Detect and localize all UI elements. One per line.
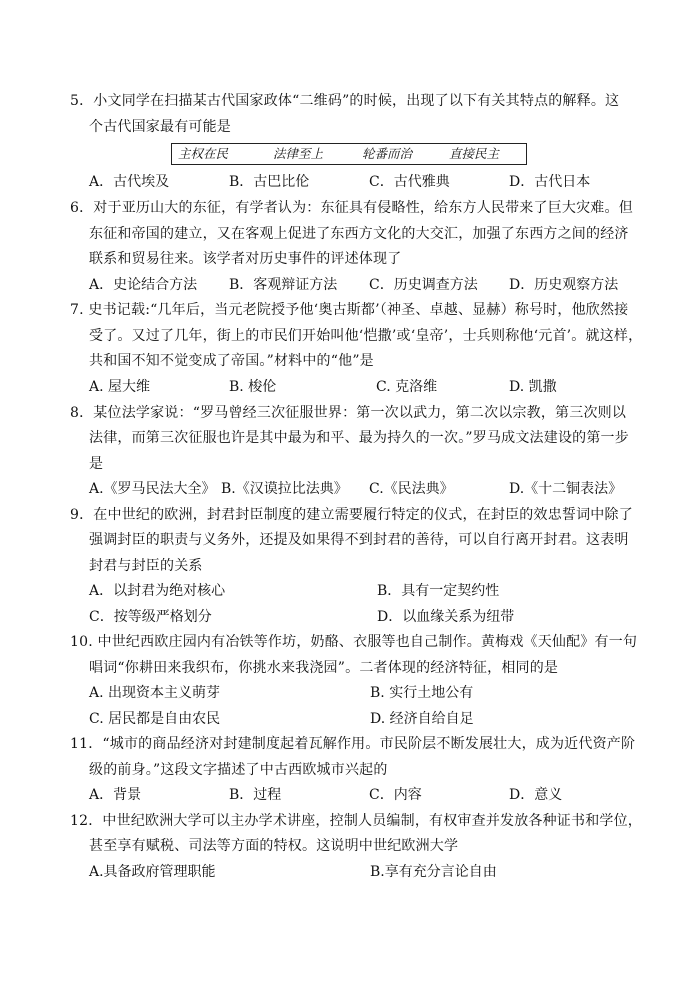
q9-option-c[interactable]: C．按等级严格划分 (89, 609, 212, 625)
q5-line-2: 个古代国家最有可能是 (89, 119, 231, 135)
q6-option-a[interactable]: A．史论结合方法 (89, 277, 198, 293)
q10-option-c[interactable]: C. 居民都是自由农民 (89, 711, 221, 727)
q8-option-a[interactable]: A.《罗马民法大全》 (89, 481, 216, 497)
q7-option-c[interactable]: C. 克洛维 (376, 379, 438, 395)
q9-line-2: 强调封臣的职责与义务外，还提及如果得不到封君的善待，可以自行离开封君。这表明 (89, 532, 629, 548)
q10-option-d[interactable]: D. 经济自给自足 (370, 711, 474, 727)
q7-line-2: 受了。又过了几年，街上的市民们开始叫他‘恺撒’或‘皇帝’，士兵则称他‘元首’。就这样， (89, 328, 643, 344)
q7-option-d[interactable]: D. 凯撒 (509, 379, 557, 395)
q8-line-3: 是 (89, 456, 104, 472)
q10-option-b[interactable]: B. 实行土地公有 (370, 685, 474, 701)
q6-option-b[interactable]: B．客观辩证方法 (229, 277, 338, 293)
q6-line-2: 东征和帝国的建立，又在客观上促进了东西方文化的大交汇，加强了东西方之间的经济 (89, 226, 629, 242)
q10-option-a[interactable]: A. 出现资本主义萌芽 (89, 685, 221, 701)
q10-line-2: 唱词“你耕田来我织布，你挑水来我浇园”。二者体现的经济特征，相同的是 (89, 660, 559, 676)
q6-line-3: 联系和贸易往来。该学者对历史事件的评述体现了 (89, 251, 402, 267)
q5-box-item: 轮番而治 (362, 146, 413, 161)
q5-qr-explanation-box (171, 143, 527, 165)
q5-line-1: 5．小文同学在扫描某古代国家政体“二维码”的时候，出现了以下有关其特点的解释。这 (70, 93, 620, 109)
q11-option-d[interactable]: D．意义 (509, 787, 563, 803)
q11-line-1: 11．“城市的商品经济对封建制度起着瓦解作用。市民阶层不断发展壮大，成为近代资产阶 (70, 736, 636, 752)
q12-line-1: 12．中世纪欧洲大学可以主办学术讲座，控制人员编制，有权审查并发放各种证书和学位， (70, 813, 643, 829)
q7-line-3: 共和国不知不觉变成了帝国。”材料中的“他”是 (89, 353, 374, 369)
q7-option-b[interactable]: B. 梭伦 (229, 379, 277, 395)
q9-option-d[interactable]: D．以血缘关系为纽带 (377, 609, 515, 625)
q5-option-b[interactable]: B．古巴比伦 (229, 174, 310, 190)
q11-option-a[interactable]: A．背景 (89, 787, 142, 803)
q5-option-a[interactable]: A．古代埃及 (89, 174, 170, 190)
q5-box-item: 主权在民 (178, 146, 229, 161)
q9-option-a[interactable]: A．以封君为绝对核心 (89, 583, 226, 599)
q8-option-d[interactable]: D.《十二铜表法》 (509, 481, 623, 497)
q6-option-d[interactable]: D．历史观察方法 (509, 277, 619, 293)
q8-line-1: 8．某位法学家说：“罗马曾经三次征服世界：第一次以武力，第二次以宗教，第三次则以 (70, 405, 627, 421)
q5-option-d[interactable]: D．古代日本 (509, 174, 591, 190)
q6-option-c[interactable]: C．历史调查方法 (369, 277, 478, 293)
q12-option-a[interactable]: A.具备政府管理职能 (89, 864, 216, 880)
q6-line-1: 6．对于亚历山大的东征，有学者认为：东征具有侵略性，给东方人民带来了巨大灾难。但 (70, 200, 633, 216)
q8-line-2: 法律，而第三次征服也许是其中最为和平、最为持久的一次。”罗马成文法建设的第一步 (89, 430, 629, 446)
q11-line-2: 级的前身。”这段文字描述了中古西欧城市兴起的 (89, 762, 388, 778)
q5-option-c[interactable]: C．古代雅典 (369, 174, 450, 190)
q5-box-item: 直接民主 (449, 146, 500, 161)
q8-option-b[interactable]: B.《汉谟拉比法典》 (221, 481, 348, 497)
q9-line-3: 封君与封臣的关系 (89, 558, 203, 574)
q10-line-1: 10. 中世纪西欧庄园内有冶铁等作坊，奶酪、衣服等也自己制作。黄梅戏《天仙配》有一句 (70, 634, 638, 650)
q8-option-c[interactable]: C.《民法典》 (369, 481, 454, 497)
q7-option-a[interactable]: A. 屋大维 (89, 379, 151, 395)
q9-option-b[interactable]: B．具有一定契约性 (377, 583, 500, 599)
q9-line-1: 9．在中世纪的欧洲，封君封臣制度的建立需要履行特定的仪式，在封臣的效忠誓词中除了 (70, 507, 633, 523)
q12-option-b[interactable]: B.享有充分言论自由 (370, 864, 497, 880)
q11-option-c[interactable]: C．内容 (369, 787, 422, 803)
q12-line-2: 甚至享有赋税、司法等方面的特权。这说明中世纪欧洲大学 (89, 838, 459, 854)
q5-box-item: 法律至上 (273, 146, 324, 161)
q11-option-b[interactable]: B．过程 (229, 787, 282, 803)
q7-line-1: 7. 史书记载:“几年后，当元老院授予他‘奥古斯都’（神圣、卓越、显赫）称号时，他欣然接 (70, 302, 629, 318)
